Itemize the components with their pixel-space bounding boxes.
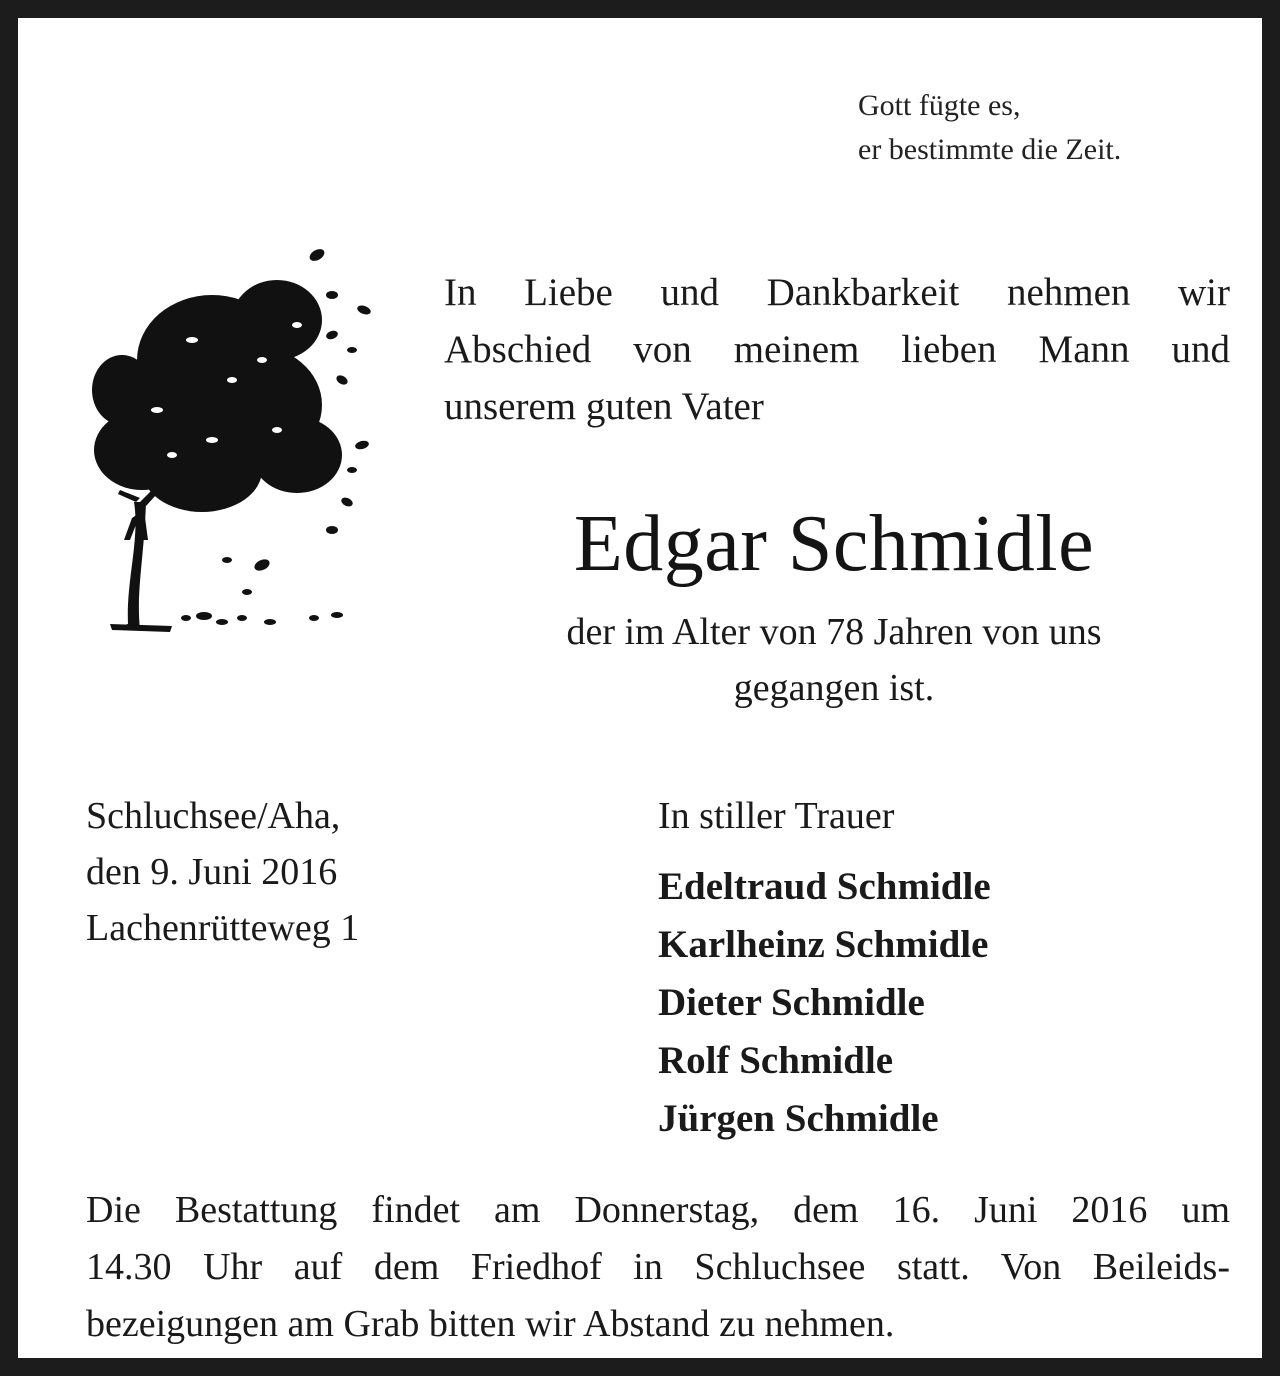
funeral-notice: [86, 1182, 1230, 1353]
funeral-line: bezeigungen am Grab bitten wir Abstand zu nehmen.: [86, 1303, 895, 1345]
motto-line: Gott fügte es,: [858, 89, 1021, 122]
mourner-list: [658, 858, 991, 1148]
mourner-name: Karlheinz Schmidle: [658, 923, 989, 966]
subline-line: der im Alter von 78 Jahren von uns: [566, 611, 1102, 653]
motto-quote: [858, 84, 1121, 172]
deceased-subline: [454, 604, 1214, 716]
subline-line: gegangen ist.: [733, 667, 935, 709]
address-line: Lachenrütteweg 1: [86, 907, 360, 949]
funeral-line: Die Bestattung findet am Donnerstag, dem 16. Juni 2016 um: [86, 1189, 1230, 1231]
mourner-name: Dieter Schmidle: [658, 981, 925, 1024]
date-line: den 9. Juni 2016: [86, 851, 338, 893]
tree-with-falling-leaves-icon: [62, 240, 382, 640]
funeral-line: 14.30 Uhr auf dem Friedhof in Schluchsee statt. Von Beileids-: [86, 1246, 1230, 1288]
deceased-name: Edgar Schmidle: [573, 500, 1095, 588]
intro-line: Abschied von meinem lieben Mann und: [444, 328, 1230, 371]
mourning-heading: In stiller Trauer: [658, 795, 895, 837]
intro-line: unserem guten Vater: [444, 385, 764, 428]
place-line: Schluchsee/Aha,: [86, 795, 341, 837]
intro-line: In Liebe und Dankbarkeit nehmen wir: [444, 271, 1230, 314]
intro-text: [444, 264, 1230, 435]
place-date-address: [86, 788, 359, 956]
mourner-name: Jürgen Schmidle: [658, 1097, 939, 1140]
motto-line: er bestimmte die Zeit.: [858, 133, 1122, 166]
mourner-name: Rolf Schmidle: [658, 1039, 894, 1082]
mourner-name: Edeltraud Schmidle: [658, 865, 991, 908]
